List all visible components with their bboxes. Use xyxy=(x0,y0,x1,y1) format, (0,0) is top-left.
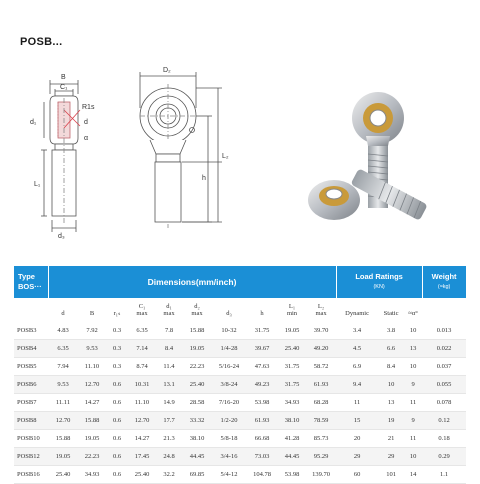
header-weight: Weight (≈kg) xyxy=(422,266,466,298)
value-cell: 9 xyxy=(404,376,422,394)
value-cell: 10 xyxy=(404,448,422,466)
value-cell: 0.6 xyxy=(106,376,128,394)
value-cell: 6.6 xyxy=(378,340,404,358)
label-d3: d₃ xyxy=(58,233,65,240)
table-row xyxy=(14,448,466,466)
value-cell: 3.8 xyxy=(378,322,404,340)
value-cell: 7.92 xyxy=(78,322,106,340)
value-cell: 17.45 xyxy=(128,448,156,466)
value-cell: 1.1 xyxy=(422,466,466,484)
value-cell: 15.88 xyxy=(48,430,78,448)
value-cell: 21.3 xyxy=(156,430,182,448)
value-cell: 31.75 xyxy=(246,322,278,340)
subheader-cell: L₂ max xyxy=(315,303,327,317)
label-d: d xyxy=(84,119,88,126)
type-cell: POSB8 xyxy=(14,412,48,430)
value-cell: 5/4-12 xyxy=(212,466,246,484)
value-cell: 11.10 xyxy=(78,358,106,376)
value-cell: 13 xyxy=(378,394,404,412)
value-cell: 24.8 xyxy=(156,448,182,466)
value-cell: 25.40 xyxy=(48,466,78,484)
value-cell: 68.28 xyxy=(306,394,336,412)
value-cell: 61.93 xyxy=(246,412,278,430)
type-cell: POSB16 xyxy=(14,466,48,484)
header-dimensions: Dimensions(mm/inch) xyxy=(48,266,336,298)
value-cell: 1/2-20 xyxy=(212,412,246,430)
value-cell: 14.27 xyxy=(78,394,106,412)
front-view xyxy=(140,72,222,228)
subheader-cell: Static xyxy=(383,310,399,317)
subheader-cell: B xyxy=(89,310,95,317)
value-cell: 9.53 xyxy=(78,340,106,358)
value-cell: 58.72 xyxy=(306,358,336,376)
value-cell: 29 xyxy=(336,448,378,466)
value-cell: 19.05 xyxy=(78,430,106,448)
subheader-blank xyxy=(422,298,466,322)
value-cell: 39.67 xyxy=(246,340,278,358)
value-cell: 0.6 xyxy=(106,394,128,412)
header-load-ratings: Load Ratings (KN) xyxy=(336,266,422,298)
value-cell: 12.70 xyxy=(48,412,78,430)
subheader-cell: d₂ max xyxy=(191,303,203,317)
rod-end-lower xyxy=(308,168,428,221)
value-cell: 31.75 xyxy=(278,376,306,394)
value-cell: 9.53 xyxy=(48,376,78,394)
value-cell: 25.40 xyxy=(182,376,212,394)
value-cell: 38.10 xyxy=(182,430,212,448)
value-cell: 14 xyxy=(404,466,422,484)
page-title: POSB... xyxy=(20,36,63,48)
value-cell: 4.83 xyxy=(48,322,78,340)
subheader-cell: L₁ min xyxy=(286,303,298,317)
label-alpha: α xyxy=(84,135,89,142)
value-cell: 0.078 xyxy=(422,394,466,412)
value-cell: 21 xyxy=(378,430,404,448)
value-cell: 0.6 xyxy=(106,448,128,466)
value-cell: 8.4 xyxy=(378,358,404,376)
value-cell: 10 xyxy=(404,322,422,340)
value-cell: 8.4 xyxy=(156,340,182,358)
value-cell: 0.6 xyxy=(106,466,128,484)
value-cell: 13.1 xyxy=(156,376,182,394)
header-type: Type BOS··· xyxy=(14,266,48,298)
value-cell: 44.45 xyxy=(182,448,212,466)
value-cell: 0.3 xyxy=(106,340,128,358)
value-cell: 7.14 xyxy=(128,340,156,358)
value-cell: 3/4-16 xyxy=(212,448,246,466)
type-cell: POSB10 xyxy=(14,430,48,448)
type-cell: POSB5 xyxy=(14,358,48,376)
label-l2: L₂ xyxy=(222,153,229,160)
label-l1: L₁ xyxy=(34,181,41,188)
value-cell: 10-32 xyxy=(212,322,246,340)
value-cell: 139.70 xyxy=(306,466,336,484)
value-cell: 60 xyxy=(336,466,378,484)
value-cell: 28.58 xyxy=(182,394,212,412)
type-cell: POSB7 xyxy=(14,394,48,412)
value-cell: 0.18 xyxy=(422,430,466,448)
value-cell: 0.037 xyxy=(422,358,466,376)
value-cell: 6.9 xyxy=(336,358,378,376)
subheader-cell: Dynamic xyxy=(345,310,369,317)
type-cell: POSB3 xyxy=(14,322,48,340)
value-cell: 5/8-18 xyxy=(212,430,246,448)
value-cell: 14.27 xyxy=(128,430,156,448)
label-d1: d₁ xyxy=(30,119,37,126)
value-cell: 61.93 xyxy=(306,376,336,394)
value-cell: 0.6 xyxy=(106,430,128,448)
table-row xyxy=(14,340,466,358)
value-cell: 49.23 xyxy=(246,376,278,394)
value-cell: 22.23 xyxy=(182,358,212,376)
value-cell: 66.68 xyxy=(246,430,278,448)
value-cell: 31.75 xyxy=(278,358,306,376)
subheader-cell: d₁ max xyxy=(163,303,175,317)
spec-table xyxy=(14,266,466,484)
value-cell: 0.055 xyxy=(422,376,466,394)
value-cell: 11.4 xyxy=(156,358,182,376)
value-cell: 69.85 xyxy=(182,466,212,484)
value-cell: 19.05 xyxy=(278,322,306,340)
label-c1: C₁ xyxy=(60,84,68,91)
product-photo xyxy=(300,88,470,248)
value-cell: 0.3 xyxy=(106,358,128,376)
label-r1s: R1s xyxy=(82,104,95,111)
value-cell: 7.94 xyxy=(48,358,78,376)
value-cell: 41.28 xyxy=(278,430,306,448)
value-cell: 10 xyxy=(404,358,422,376)
type-cell: POSB6 xyxy=(14,376,48,394)
value-cell: 4.5 xyxy=(336,340,378,358)
value-cell: 6.35 xyxy=(48,340,78,358)
value-cell: 0.6 xyxy=(106,412,128,430)
value-cell: 7.8 xyxy=(156,322,182,340)
value-cell: 33.32 xyxy=(182,412,212,430)
table-body xyxy=(14,322,466,484)
value-cell: 1/4-28 xyxy=(212,340,246,358)
subheader-blank xyxy=(14,298,48,322)
value-cell: 11 xyxy=(404,430,422,448)
value-cell: 25.40 xyxy=(278,340,306,358)
value-cell: 10.31 xyxy=(128,376,156,394)
subheader-cell: C₁ max xyxy=(136,303,148,317)
value-cell: 19 xyxy=(378,412,404,430)
subheader-cell: h xyxy=(260,310,264,317)
label-d2: D₂ xyxy=(163,67,171,74)
value-cell: 53.98 xyxy=(246,394,278,412)
value-cell: 47.63 xyxy=(246,358,278,376)
value-cell: 22.23 xyxy=(78,448,106,466)
value-cell: 11 xyxy=(336,394,378,412)
value-cell: 0.022 xyxy=(422,340,466,358)
value-cell: 15 xyxy=(336,412,378,430)
value-cell: 9.4 xyxy=(336,376,378,394)
table-row xyxy=(14,394,466,412)
value-cell: 39.70 xyxy=(306,322,336,340)
type-cell: POSB4 xyxy=(14,340,48,358)
value-cell: 29 xyxy=(378,448,404,466)
table-row xyxy=(14,412,466,430)
value-cell: 10 xyxy=(378,376,404,394)
value-cell: 19.05 xyxy=(182,340,212,358)
value-cell: 13 xyxy=(404,340,422,358)
table-row xyxy=(14,358,466,376)
value-cell: 3.4 xyxy=(336,322,378,340)
value-cell: 34.93 xyxy=(278,394,306,412)
value-cell: 6.35 xyxy=(128,322,156,340)
value-cell: 34.93 xyxy=(78,466,106,484)
side-view xyxy=(41,80,80,232)
type-cell: POSB12 xyxy=(14,448,48,466)
value-cell: 73.03 xyxy=(246,448,278,466)
value-cell: 95.29 xyxy=(306,448,336,466)
value-cell: 9 xyxy=(404,412,422,430)
value-cell: 11 xyxy=(404,394,422,412)
value-cell: 7/16-20 xyxy=(212,394,246,412)
value-cell: 15.88 xyxy=(182,322,212,340)
value-cell: 19.05 xyxy=(48,448,78,466)
value-cell: 5/16-24 xyxy=(212,358,246,376)
value-cell: 101 xyxy=(378,466,404,484)
value-cell: 17.7 xyxy=(156,412,182,430)
table-row xyxy=(14,430,466,448)
value-cell: 3/8-24 xyxy=(212,376,246,394)
value-cell: 0.3 xyxy=(106,322,128,340)
table-row xyxy=(14,322,466,340)
value-cell: 44.45 xyxy=(278,448,306,466)
value-cell: 0.013 xyxy=(422,322,466,340)
value-cell: 20 xyxy=(336,430,378,448)
subheader-cell: d xyxy=(61,310,65,317)
value-cell: 25.40 xyxy=(128,466,156,484)
subheader-cell: ≈α° xyxy=(408,310,418,317)
label-h: h xyxy=(202,175,206,182)
value-cell: 32.2 xyxy=(156,466,182,484)
value-cell: 85.73 xyxy=(306,430,336,448)
value-cell: 104.78 xyxy=(246,466,278,484)
value-cell: 8.74 xyxy=(128,358,156,376)
value-cell: 78.59 xyxy=(306,412,336,430)
subheader-cell: r₁ₛ xyxy=(113,310,121,317)
value-cell: 38.10 xyxy=(278,412,306,430)
value-cell: 0.12 xyxy=(422,412,466,430)
value-cell: 15.88 xyxy=(78,412,106,430)
value-cell: 12.70 xyxy=(78,376,106,394)
value-cell: 14.9 xyxy=(156,394,182,412)
table-row xyxy=(14,466,466,484)
value-cell: 11.11 xyxy=(48,394,78,412)
table-subheader xyxy=(14,298,466,322)
value-cell: 12.70 xyxy=(128,412,156,430)
label-b: B xyxy=(61,74,66,81)
table-header xyxy=(14,266,466,298)
value-cell: 53.98 xyxy=(278,466,306,484)
table-row xyxy=(14,376,466,394)
value-cell: 49.20 xyxy=(306,340,336,358)
value-cell: 11.10 xyxy=(128,394,156,412)
subheader-cell: d₃ xyxy=(226,310,232,317)
value-cell: 0.29 xyxy=(422,448,466,466)
